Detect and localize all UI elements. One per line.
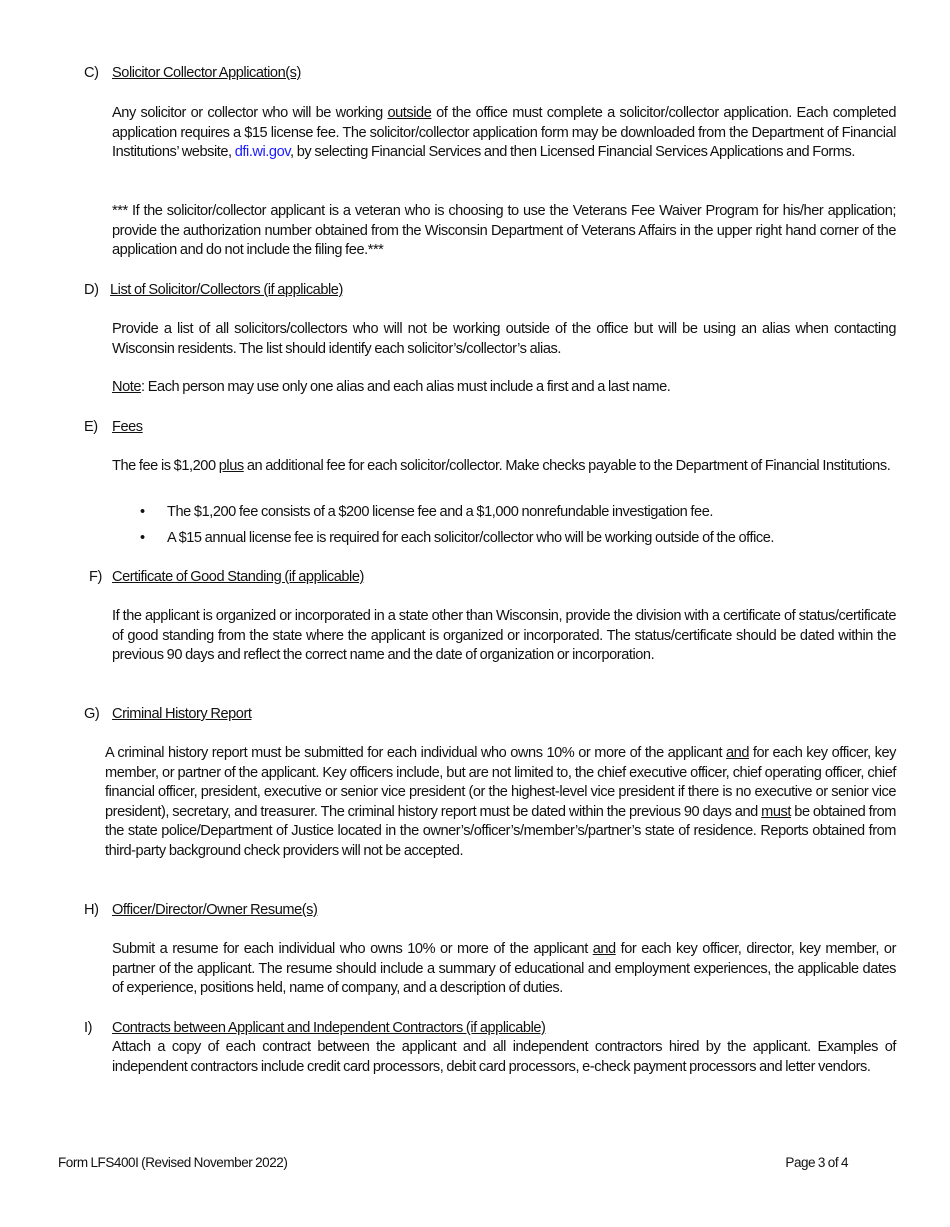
section-i-paragraph: Attach a copy of each contract between the applicant and all independent contractors hired by the applicant. Examples of independent contractors include credit card processors, debit card processors, e-check payment processors and letter vendors. <box>112 1039 896 1075</box>
emphasis-outside: outside <box>387 105 432 121</box>
section-g-heading: Criminal History Report <box>112 706 252 722</box>
text: A criminal history report must be submitted for each individual who owns 10% or more of the applicant <box>105 745 726 761</box>
section-g-paragraph <box>105 744 896 862</box>
bullet-text: The $1,200 fee consists of a $200 license fee and a $1,000 nonrefundable investigation fee. <box>167 504 713 520</box>
section-c-heading: Solicitor Collector Application(s) <box>112 65 301 81</box>
bullet-icon: • <box>140 504 145 520</box>
section-e-paragraph <box>112 457 896 477</box>
section-h-paragraph <box>112 940 896 999</box>
section-f-paragraph: If the applicant is organized or incorporated in a state other than Wisconsin, provide the division with a certificate of status/certificate of good standing from the state where the applicant is organized or incorporated. The status/certificate should be dated within the previous 90 days and reflect the correct name and the date of organization or incorporation. <box>112 608 896 664</box>
emphasis-and: and <box>592 941 616 957</box>
section-i-letter: I) <box>84 1020 93 1036</box>
footer-form-id: Form LFS400I (Revised November 2022) <box>58 1155 288 1170</box>
text: an additional fee for each solicitor/collector. Make checks payable to the Department of Financial Institutions. <box>243 458 891 474</box>
section-e-letter: E) <box>84 419 98 435</box>
bullet-icon: • <box>140 530 145 546</box>
text: of the office must complete a solicitor/collector application. Each completed application requires a $15 license fee. The solicitor/collector application form may be downloaded from the Department of Financial Institutions’ website, <box>112 105 896 161</box>
section-e-heading: Fees <box>112 419 143 435</box>
note-text: : Each person may use only one alias and each alias must include a first and a last name. <box>141 379 671 395</box>
section-d-paragraph: Provide a list of all solicitors/collectors who will not be working outside of the office but will be using an alias when contacting Wisconsin residents. The list should identify each solicitor’s/collector’s alias. <box>112 321 896 357</box>
section-h-letter: H) <box>84 902 99 918</box>
text: Any solicitor or collector who will be working <box>112 105 388 121</box>
dfi-website-link[interactable]: dfi.wi.gov <box>234 144 291 161</box>
emphasis-and: and <box>725 745 749 761</box>
emphasis-plus: plus <box>218 458 244 474</box>
note-label: Note <box>112 379 142 395</box>
footer-page-number: Page 3 of 4 <box>785 1155 848 1170</box>
text: for each key officer, director, key member, or partner of the applicant. The resume should include a summary of educational and employment experiences, the applicable dates of experience, positions held, name of company, and a description of duties. <box>112 941 896 997</box>
section-d-note <box>112 378 896 398</box>
bullet-text: A $15 annual license fee is required for each solicitor/collector who will be working outside of the office. <box>167 530 775 546</box>
section-f-letter: F) <box>89 569 102 585</box>
section-g-letter: G) <box>84 706 100 722</box>
text: Submit a resume for each individual who owns 10% or more of the applicant <box>112 941 593 957</box>
section-h-heading: Officer/Director/Owner Resume(s) <box>112 902 318 918</box>
section-i-heading: Contracts between Applicant and Independent Contractors (if applicable) <box>112 1020 546 1036</box>
section-d-letter: D) <box>84 282 99 298</box>
section-d-heading: List of Solicitor/Collectors (if applicable) <box>110 282 343 298</box>
text: , by selecting Financial Services and then Licensed Financial Services Applications and Forms. <box>290 144 855 161</box>
section-f-heading: Certificate of Good Standing (if applicable) <box>112 569 364 585</box>
section-c-letter: C) <box>84 65 99 81</box>
section-c-paragraph <box>112 104 896 163</box>
section-c-veterans-note: *** If the solicitor/collector applicant is a veteran who is choosing to use the Veterans Fee Waiver Program for his/her application; provide the authorization number obtained from the Wisconsin Department of Veterans Affairs in the upper right hand corner of the application and do not include the filing fee.*** <box>112 203 896 259</box>
text: be obtained from the state police/Department of Justice located in the owner’s/officer’s/member’s/partner’s state of residence. Reports obtained from third-party background check providers will not be accepted. <box>105 803 896 859</box>
text: for each key officer, key member, or partner of the applicant. Key officers include, but are not limited to, the chief executive officer, chief operating officer, chief financial officer, president, executive or senior vice president (or the highest-level vice president if there is no executive or senior vice president), secretary, and treasurer. The criminal history report must be dated within the previous 90 days and <box>105 745 896 820</box>
emphasis-must: must <box>761 803 791 820</box>
text: The fee is $1,200 <box>112 458 219 474</box>
